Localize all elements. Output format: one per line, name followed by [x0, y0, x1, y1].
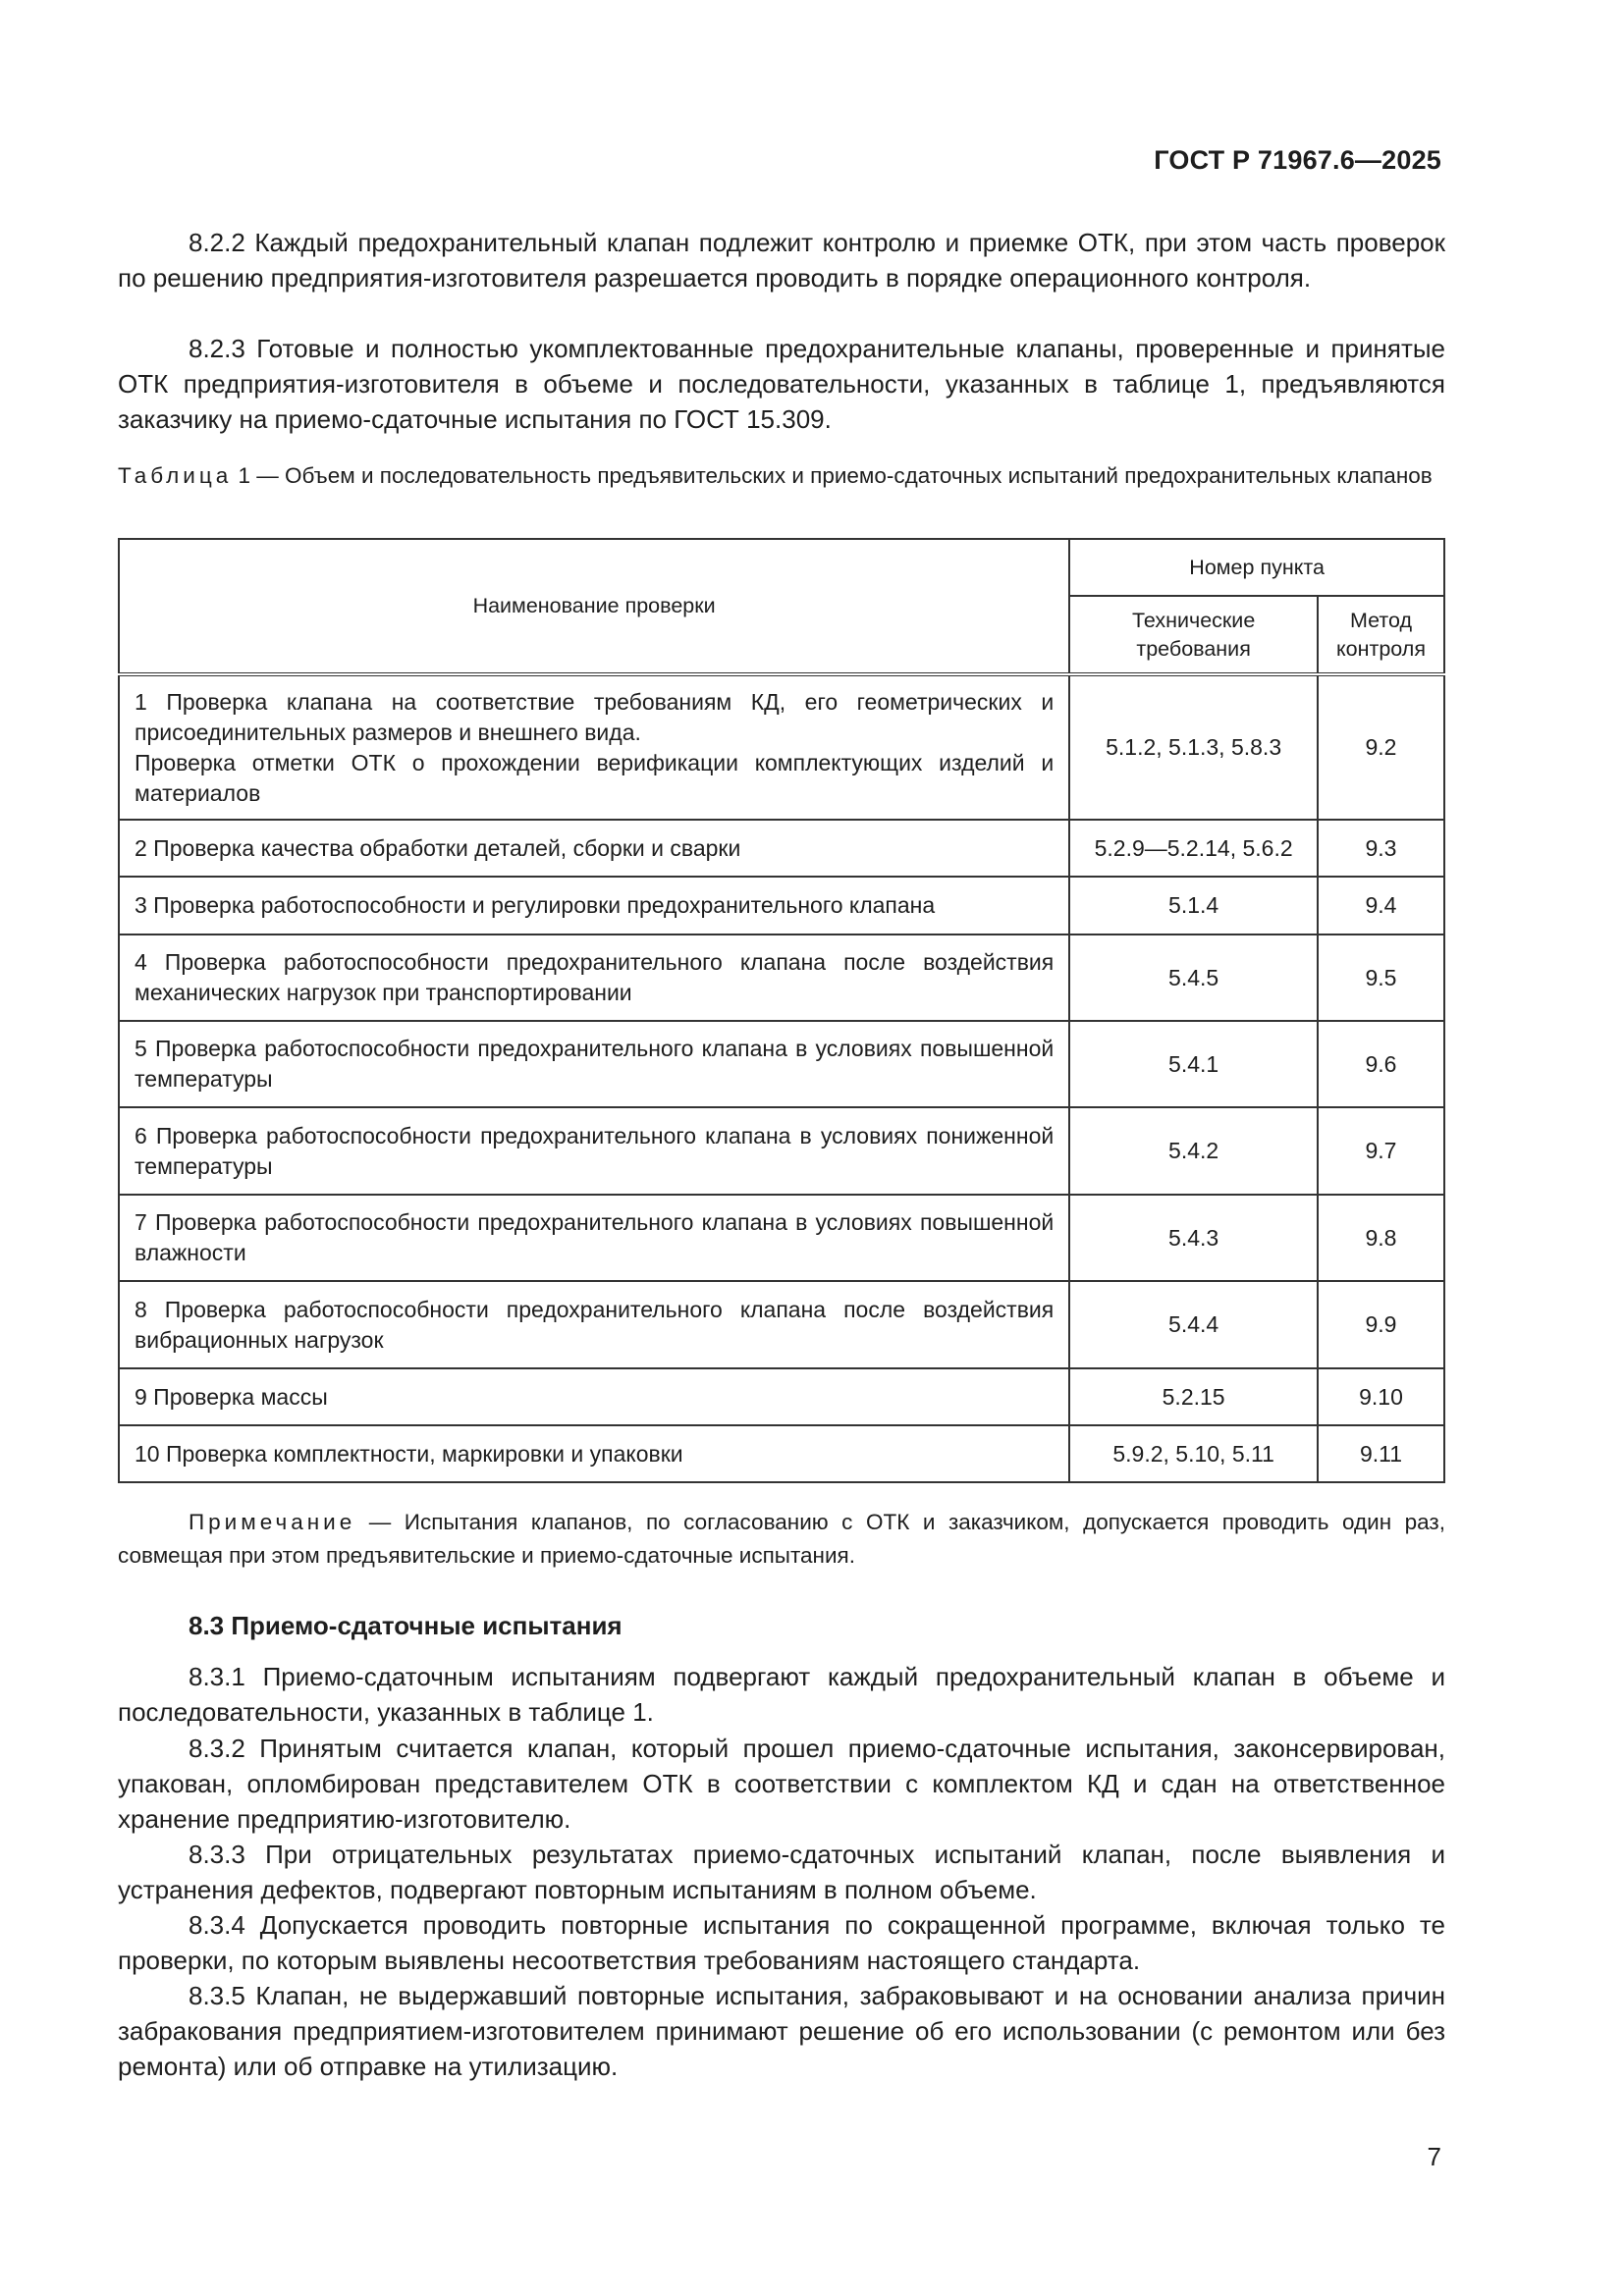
- table-row: [119, 820, 1444, 877]
- check-name-cell: [119, 674, 1069, 820]
- paragraph-8-3-2: 8.3.2 Принятым считается клапан, который прошел приемо-сдаточные испытания, законсервирован, упакован, опломбирован представителем ОТК в соответствии с комплектом КД и сдан на ответственное хранение предприятию-изготовителю.: [118, 1734, 1445, 1834]
- table-caption-text: 1 — Объем и последовательность предъявительских и приемо-сдаточных испытаний предохранительных клапанов: [238, 463, 1433, 488]
- check-name-cell: 2 Проверка качества обработки деталей, сборки и сварки: [119, 820, 1069, 877]
- table-row: [119, 1021, 1444, 1107]
- control-method-cell: 9.3: [1318, 820, 1444, 877]
- check-name-cell: 5 Проверка работоспособности предохранительного клапана в условиях повышенной температуры: [119, 1021, 1069, 1107]
- section-title-8-3: 8.3 Приемо-сдаточные испытания: [189, 1611, 623, 1640]
- table-row: [119, 1107, 1444, 1195]
- page-number: 7: [1427, 2142, 1441, 2171]
- tech-requirements-cell: 5.1.2, 5.1.3, 5.8.3: [1069, 674, 1318, 820]
- check-name-cell: 4 Проверка работоспособности предохранительного клапана после воздействия механических нагрузок при транспортировании: [119, 934, 1069, 1021]
- table-caption: [118, 459, 1445, 492]
- control-method-cell: 9.10: [1318, 1368, 1444, 1425]
- tech-requirements-cell: 5.2.15: [1069, 1368, 1318, 1425]
- check-name-cell: 3 Проверка работоспособности и регулировки предохранительного клапана: [119, 877, 1069, 934]
- control-method-cell: 9.2: [1318, 674, 1444, 820]
- table-caption-label: Таблица: [118, 463, 233, 488]
- paragraph-8-3-5: 8.3.5 Клапан, не выдержавший повторные испытания, забраковывают и на основании анализа причин забракования предприятием-изготовителем принимают решение об его использовании (с ремонтом или без ремонта) или об отправке на утилизацию.: [118, 1981, 1445, 2081]
- table-row: [119, 1368, 1444, 1425]
- tech-requirements-cell: 5.4.1: [1069, 1021, 1318, 1107]
- check-name-line: Проверка отметки ОТК о прохождении верификации комплектующих изделий и материалов: [135, 749, 1055, 806]
- paragraph-8-2-3: 8.2.3 Готовые и полностью укомплектованные предохранительные клапаны, проверенные и принятые ОТК предприятия-изготовителя в объеме и последовательности, указанных в таблице 1, предъявляются заказчику на приемо-сдаточные испытания по ГОСТ 15.309.: [118, 334, 1445, 434]
- check-name-cell: 6 Проверка работоспособности предохранительного клапана в условиях пониженной температуры: [119, 1107, 1069, 1195]
- check-name-cell: 9 Проверка массы: [119, 1368, 1069, 1425]
- header-control-method: Метод контроля: [1318, 596, 1444, 674]
- table-row: [119, 674, 1444, 820]
- header-check-name: Наименование проверки: [119, 539, 1069, 674]
- table-row: [119, 1281, 1444, 1368]
- paragraph-8-3-1: 8.3.1 Приемо-сдаточным испытаниям подвергают каждый предохранительный клапан в объеме и последовательности, указанных в таблице 1.: [118, 1662, 1445, 1727]
- control-method-cell: 9.8: [1318, 1195, 1444, 1281]
- control-method-cell: 9.9: [1318, 1281, 1444, 1368]
- paragraph-8-3-3: 8.3.3 При отрицательных результатах приемо-сдаточных испытаний клапан, после выявления и устранения дефектов, подвергают повторным испытаниям в полном объеме.: [118, 1840, 1445, 1904]
- check-name-cell: 10 Проверка комплектности, маркировки и упаковки: [119, 1425, 1069, 1482]
- tech-requirements-cell: 5.4.2: [1069, 1107, 1318, 1195]
- paragraph-8-2-2: 8.2.2 Каждый предохранительный клапан подлежит контролю и приемке ОТК, при этом часть проверок по решению предприятия-изготовителя разрешается проводить в порядке операционного контроля.: [118, 228, 1445, 293]
- check-name-line: 1 Проверка клапана на соответствие требованиям КД, его геометрических и присоединительных размеров и внешнего вида.: [135, 688, 1055, 745]
- table-row: [119, 1425, 1444, 1482]
- header-item-number: Номер пункта: [1069, 539, 1444, 596]
- tests-table: [118, 538, 1445, 1483]
- table-row: [119, 1195, 1444, 1281]
- control-method-cell: 9.7: [1318, 1107, 1444, 1195]
- check-name-cell: 7 Проверка работоспособности предохранительного клапана в условиях повышенной влажности: [119, 1195, 1069, 1281]
- control-method-cell: 9.4: [1318, 877, 1444, 934]
- control-method-cell: 9.11: [1318, 1425, 1444, 1482]
- note-label: Примечание: [189, 1510, 356, 1534]
- standard-designation: ГОСТ Р 71967.6—2025: [1154, 145, 1441, 175]
- control-method-cell: 9.6: [1318, 1021, 1444, 1107]
- table-row: [119, 877, 1444, 934]
- header-tech-requirements: Технические требования: [1069, 596, 1318, 674]
- tech-requirements-cell: 5.4.5: [1069, 934, 1318, 1021]
- paragraph-8-3-4: 8.3.4 Допускается проводить повторные испытания по сокращенной программе, включая только те проверки, по которым выявлены несоответствия требованиям настоящего стандарта.: [118, 1910, 1445, 1975]
- tech-requirements-cell: 5.4.3: [1069, 1195, 1318, 1281]
- tech-requirements-cell: 5.9.2, 5.10, 5.11: [1069, 1425, 1318, 1482]
- check-name-cell: 8 Проверка работоспособности предохранительного клапана после воздействия вибрационных нагрузок: [119, 1281, 1069, 1368]
- table-row: [119, 934, 1444, 1021]
- tech-requirements-cell: 5.1.4: [1069, 877, 1318, 934]
- table-note: [118, 1506, 1445, 1573]
- tech-requirements-cell: 5.2.9—5.2.14, 5.6.2: [1069, 820, 1318, 877]
- control-method-cell: 9.5: [1318, 934, 1444, 1021]
- note-text: — Испытания клапанов, по согласованию с ОТК и заказчиком, допускается проводить один раз, совмещая при этом предъявительские и приемо-сдаточные испытания.: [118, 1510, 1445, 1568]
- tech-requirements-cell: 5.4.4: [1069, 1281, 1318, 1368]
